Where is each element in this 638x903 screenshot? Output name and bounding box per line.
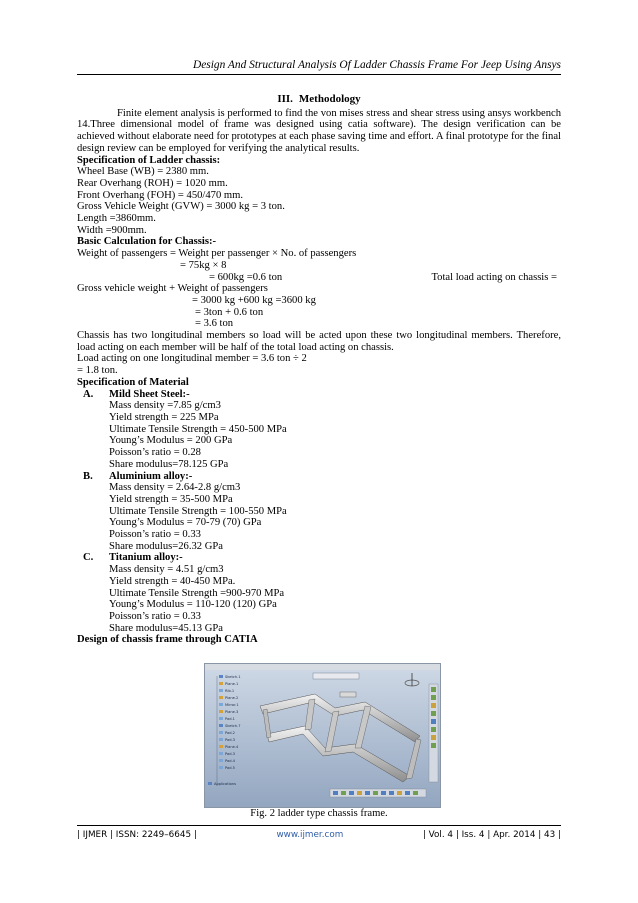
spec-line: Length =3860mm.: [77, 213, 156, 225]
material-letter: A.: [83, 388, 94, 400]
running-title: Design And Structural Analysis Of Ladder Chassis Frame For Jeep Using Ansys: [193, 59, 561, 71]
material-name: Titanium alloy:-: [109, 552, 183, 564]
figure-caption: Fig. 2 ladder type chassis frame.: [250, 808, 388, 819]
tree-item-label: Mirror.1: [225, 703, 239, 707]
tree-item-label: Plane.2: [225, 696, 239, 700]
footer-rule: [77, 825, 561, 826]
material-prop: Young’s Modulus = 110-120 (120) GPa: [109, 599, 277, 611]
tree-item-label: Sketch.7: [225, 724, 241, 728]
tree-item-label: Pad.2: [225, 731, 235, 735]
material-prop: Young’s Modulus = 70-79 (70) GPa: [109, 517, 262, 529]
spec-line: Front Overhang (FOH) = 450/470 mm.: [77, 189, 244, 201]
material-prop: Share modulus=78.125 GPa: [109, 458, 229, 470]
calc-line: = 3ton + 0.6 ton: [195, 306, 264, 318]
tree-item-label: Pad.3: [225, 752, 235, 756]
spec-line: Gross Vehicle Weight (GVW) = 3000 kg = 3 ton.: [77, 201, 285, 213]
material-name: Mild Sheet Steel:-: [109, 388, 190, 400]
material-name: Aluminium alloy:-: [109, 470, 193, 482]
calc-line: Load acting on one longitudinal member = 3.6 ton ÷ 2: [77, 353, 307, 365]
tree-item-label: Pad.4: [225, 759, 235, 763]
material-heading: [77, 552, 561, 564]
footer-journal: | IJMER | ISSN: 2249–6645 |: [77, 830, 197, 840]
material-prop: Ultimate Tensile Strength =900-970 MPa: [109, 587, 285, 599]
material-prop: Yield strength = 40-450 MPa.: [109, 575, 236, 587]
calc-paragraph: Chassis has two longitudinal members so load will be acted upon these two longitudinal members. Therefore, load acting on each member will be half of the total load acting on chassis.: [77, 330, 561, 353]
footer-website-link[interactable]: www.ijmer.com: [276, 830, 344, 840]
spec-ladder-heading: Specification of Ladder chassis:: [77, 154, 221, 166]
spec-line: Width =900mm.: [77, 224, 147, 236]
material-prop: Share modulus=26.32 GPa: [109, 540, 223, 552]
calc-line: = 1.8 ton.: [77, 365, 118, 377]
header-rule: [77, 74, 561, 75]
menu-bar[interactable]: [205, 664, 440, 670]
tree-item-label: Plane.4: [225, 745, 239, 749]
calc-line: = 3.6 ton: [195, 318, 234, 330]
material-heading: [77, 389, 561, 401]
spec-line: Rear Overhang (ROH) = 1020 mm.: [77, 177, 228, 189]
tree-item-label: Plane.1: [225, 682, 239, 686]
footer-volume: | Vol. 4 | Iss. 4 | Apr. 2014 | 43 |: [422, 830, 561, 840]
intro-paragraph: Finite element analysis is performed to find the von mises stress and shear stress using ansys workbench 14.Three dimensional model of frame was designed using catia software). The design verification can be achieved without elaborate need for prototypes at each phase saving time and effort. A final prototype for the final design review can be employed for verifying the analytical results.: [77, 107, 561, 154]
basic-calc-heading: Basic Calculation for Chassis:-: [77, 236, 217, 248]
tree-item-label: Applications: [214, 782, 236, 786]
section-number: III.: [277, 93, 293, 105]
material-heading: [77, 471, 561, 483]
tree-item-label: Pad.1: [225, 717, 235, 721]
material-prop: Yield strength = 35-500 MPa: [109, 493, 233, 505]
tree-item-label: Plane.3: [225, 710, 239, 714]
material-prop: Mass density = 2.64-2.8 g/cm3: [109, 482, 241, 494]
material-prop: Share modulus=45.13 GPa: [109, 622, 223, 634]
tree-item-label: Pad.5: [225, 766, 235, 770]
material-prop: Mass density =7.85 g/cm3: [109, 400, 221, 412]
calc-line: Gross vehicle weight + Weight of passengers: [77, 283, 268, 295]
material-letter: B.: [83, 470, 93, 482]
calc-line-right: Total load acting on chassis =: [431, 271, 557, 283]
material-letter: C.: [83, 552, 94, 564]
calc-line: = 600kg =0.6 ton: [209, 271, 283, 283]
calc-row: [77, 272, 561, 284]
body-text: [77, 94, 561, 646]
tree-item-label: Rib.1: [225, 689, 235, 693]
material-prop: Poisson’s ratio = 0.33: [109, 610, 201, 622]
material-prop: Mass density = 4.51 g/cm3: [109, 564, 224, 576]
bottom-toolbar-icons[interactable]: [333, 791, 418, 795]
material-prop: Young’s Modulus = 200 GPa: [109, 435, 233, 447]
calc-line: = 75kg × 8: [180, 259, 227, 271]
frame-bracket[interactable]: [340, 692, 356, 697]
calc-line: = 3000 kg +600 kg =3600 kg: [192, 294, 316, 306]
tree-item-label: Pad.3: [225, 738, 235, 742]
toolbar-strip[interactable]: [313, 673, 359, 679]
design-heading: Design of chassis frame through CATIA: [77, 634, 258, 646]
material-prop: Ultimate Tensile Strength = 100-550 MPa: [109, 505, 287, 517]
footer: [77, 830, 561, 840]
material-prop: Poisson’s ratio = 0.28: [109, 447, 201, 459]
section-title: Methodology: [298, 93, 361, 105]
catia-screenshot-figure: [204, 663, 441, 808]
material-prop: Yield strength = 225 MPa: [109, 411, 219, 423]
spec-line: Wheel Base (WB) = 2380 mm.: [77, 166, 209, 178]
catia-screenshot: [205, 664, 440, 807]
tree-item-label: Sketch.1: [225, 675, 241, 679]
spec-material-heading: Specification of Material: [77, 376, 189, 388]
calc-line: Weight of passengers = Weight per passenger × No. of passengers: [77, 248, 357, 260]
material-prop: Ultimate Tensile Strength = 450-500 MPa: [109, 423, 287, 435]
section-heading: [77, 94, 561, 106]
material-prop: Poisson’s ratio = 0.33: [109, 529, 201, 541]
